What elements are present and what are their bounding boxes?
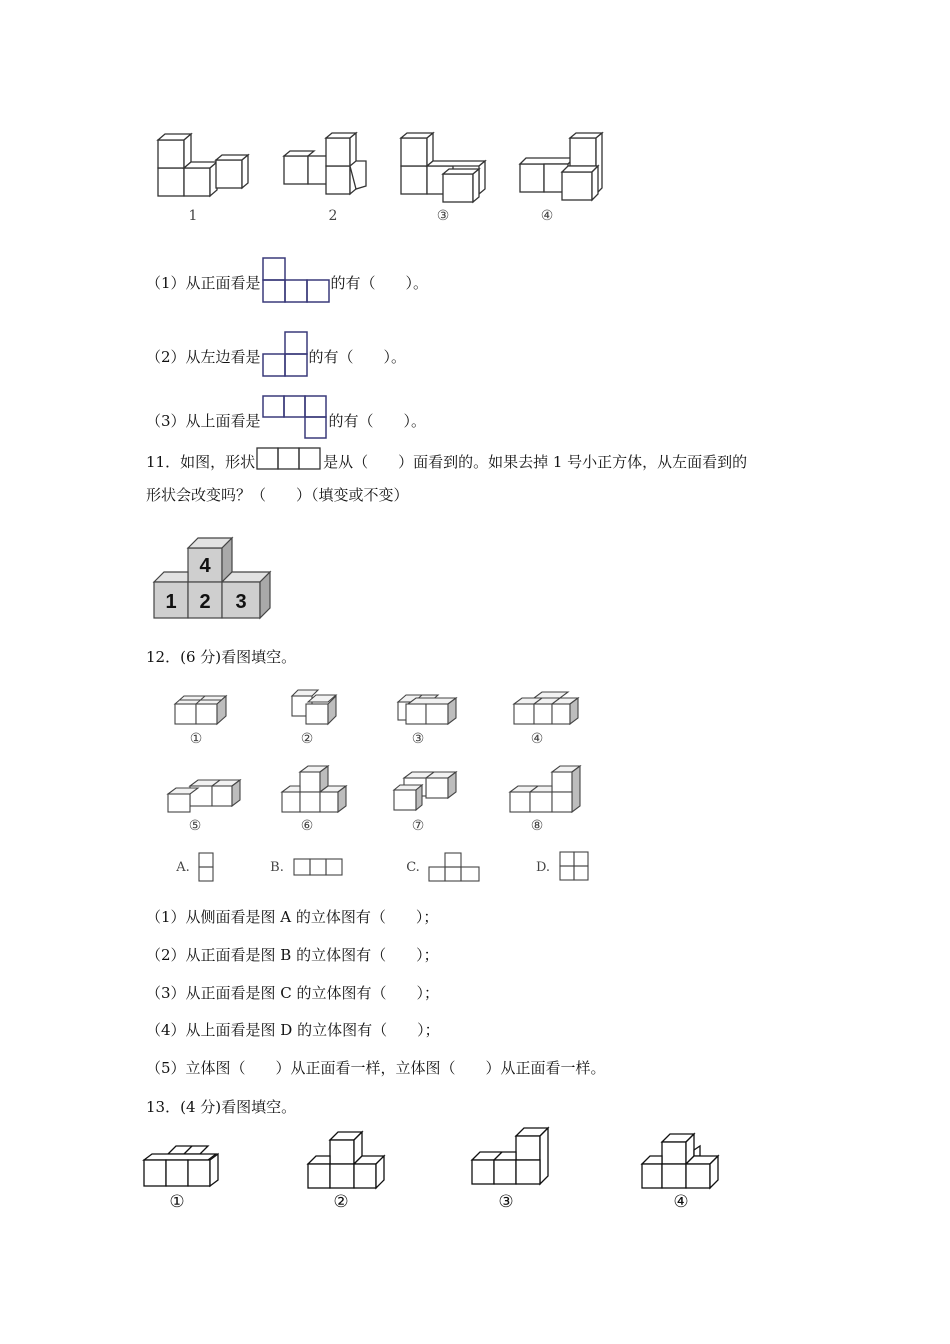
q10-sub1-prefix: （1）从正面看是 bbox=[146, 274, 261, 292]
q13-figure-label-2: ② bbox=[333, 1192, 349, 1212]
q12-figure-label-3: ③ bbox=[411, 731, 425, 747]
q12-figure-4 bbox=[510, 690, 582, 730]
q11-cube-label-4: 4 bbox=[199, 555, 211, 577]
q10-sub3-prefix: （3）从上面看是 bbox=[146, 412, 261, 430]
q11-cube-label-2: 2 bbox=[199, 591, 211, 613]
q10-sub3 bbox=[146, 394, 426, 448]
q13-figure-4 bbox=[638, 1128, 724, 1192]
q11-three-squares-shape bbox=[255, 446, 323, 478]
q11-text-suffix: 是从（ ）面看到的。如果去掉 1 号小正方体，从左面看到的 bbox=[323, 453, 748, 471]
q10-sub1 bbox=[146, 256, 428, 310]
q12-option-d-shape bbox=[558, 850, 592, 884]
q12-sub1: （1）从侧面看是图 A 的立体图有（ ）； bbox=[146, 908, 439, 926]
q12-figure-2 bbox=[286, 686, 348, 730]
q11-cube-figure bbox=[150, 536, 275, 626]
q13-figure-3 bbox=[468, 1124, 554, 1190]
q10-figure-3 bbox=[395, 130, 505, 205]
q10-figure-2 bbox=[278, 130, 388, 205]
q12-sub2: （2）从正面看是图 B 的立体图有（ ）； bbox=[146, 946, 439, 964]
q12-figure-label-2: ② bbox=[300, 731, 314, 747]
q10-sub2 bbox=[146, 330, 406, 384]
q13-figure-1 bbox=[140, 1138, 226, 1194]
q12-option-label-b: B. bbox=[270, 860, 284, 875]
q11-text bbox=[146, 446, 747, 478]
q12-title: 12．(6 分)看图填空。 bbox=[146, 648, 297, 666]
q13-figure-2 bbox=[304, 1126, 390, 1192]
q11-text-prefix: 11．如图，形状 bbox=[146, 453, 256, 471]
q10-sub3-suffix: 的有（ ）。 bbox=[328, 412, 427, 430]
q12-option-label-c: C. bbox=[406, 860, 420, 875]
q10-figure-label-3: ③ bbox=[436, 208, 450, 224]
q10-sub2-suffix: 的有（ ）。 bbox=[308, 348, 407, 366]
q10-figure-4 bbox=[514, 130, 624, 205]
q13-figure-label-1: ① bbox=[169, 1192, 185, 1212]
q12-option-a-shape bbox=[197, 851, 217, 885]
q12-figure-label-4: ④ bbox=[530, 731, 544, 747]
q12-option-b-shape bbox=[292, 857, 346, 879]
q10-top-view-shape bbox=[261, 394, 329, 448]
q12-figure-3 bbox=[394, 690, 460, 730]
q12-option-label-d: D. bbox=[535, 860, 551, 875]
q12-sub4: （4）从上面看是图 D 的立体图有（ ）； bbox=[146, 1021, 440, 1039]
q13-figure-label-4: ④ bbox=[673, 1192, 689, 1212]
q12-figure-7 bbox=[390, 768, 462, 816]
q13-figure-label-3: ③ bbox=[498, 1192, 514, 1212]
q10-figure-label-4: ④ bbox=[540, 208, 554, 224]
q10-figure-label-1: 1 bbox=[188, 208, 198, 224]
q12-figure-8 bbox=[506, 762, 586, 816]
q10-front-view-shape bbox=[261, 256, 331, 310]
q12-figure-label-7: ⑦ bbox=[411, 818, 425, 834]
q12-option-c-shape bbox=[427, 851, 483, 883]
q11-text-line2: 形状会改变吗？（ ）（填变或不变） bbox=[146, 486, 409, 504]
q11-cube-label-3: 3 bbox=[235, 591, 247, 613]
q10-left-view-shape bbox=[261, 330, 309, 384]
q10-figure-1 bbox=[150, 130, 260, 205]
q12-figure-1 bbox=[172, 690, 234, 730]
q12-figure-label-6: ⑥ bbox=[300, 818, 314, 834]
q12-figure-label-1: ① bbox=[189, 731, 203, 747]
q10-figure-label-2: 2 bbox=[328, 208, 338, 224]
q12-option-label-a: A. bbox=[176, 860, 190, 875]
q12-sub5: （5）立体图（ ）从正面看一样，立体图（ ）从正面看一样。 bbox=[146, 1059, 606, 1077]
q12-sub3: （3）从正面看是图 C 的立体图有（ ）； bbox=[146, 984, 440, 1002]
q12-figure-6 bbox=[278, 764, 350, 816]
q12-figure-label-5: ⑤ bbox=[188, 818, 202, 834]
q13-title: 13．(4 分)看图填空。 bbox=[146, 1098, 297, 1116]
q11-cube-label-1: 1 bbox=[165, 591, 177, 613]
q10-sub2-prefix: （2）从左边看是 bbox=[146, 348, 261, 366]
q12-figure-label-8: ⑧ bbox=[530, 818, 544, 834]
q10-sub1-suffix: 的有（ ）。 bbox=[330, 274, 429, 292]
q12-figure-5 bbox=[164, 774, 244, 816]
